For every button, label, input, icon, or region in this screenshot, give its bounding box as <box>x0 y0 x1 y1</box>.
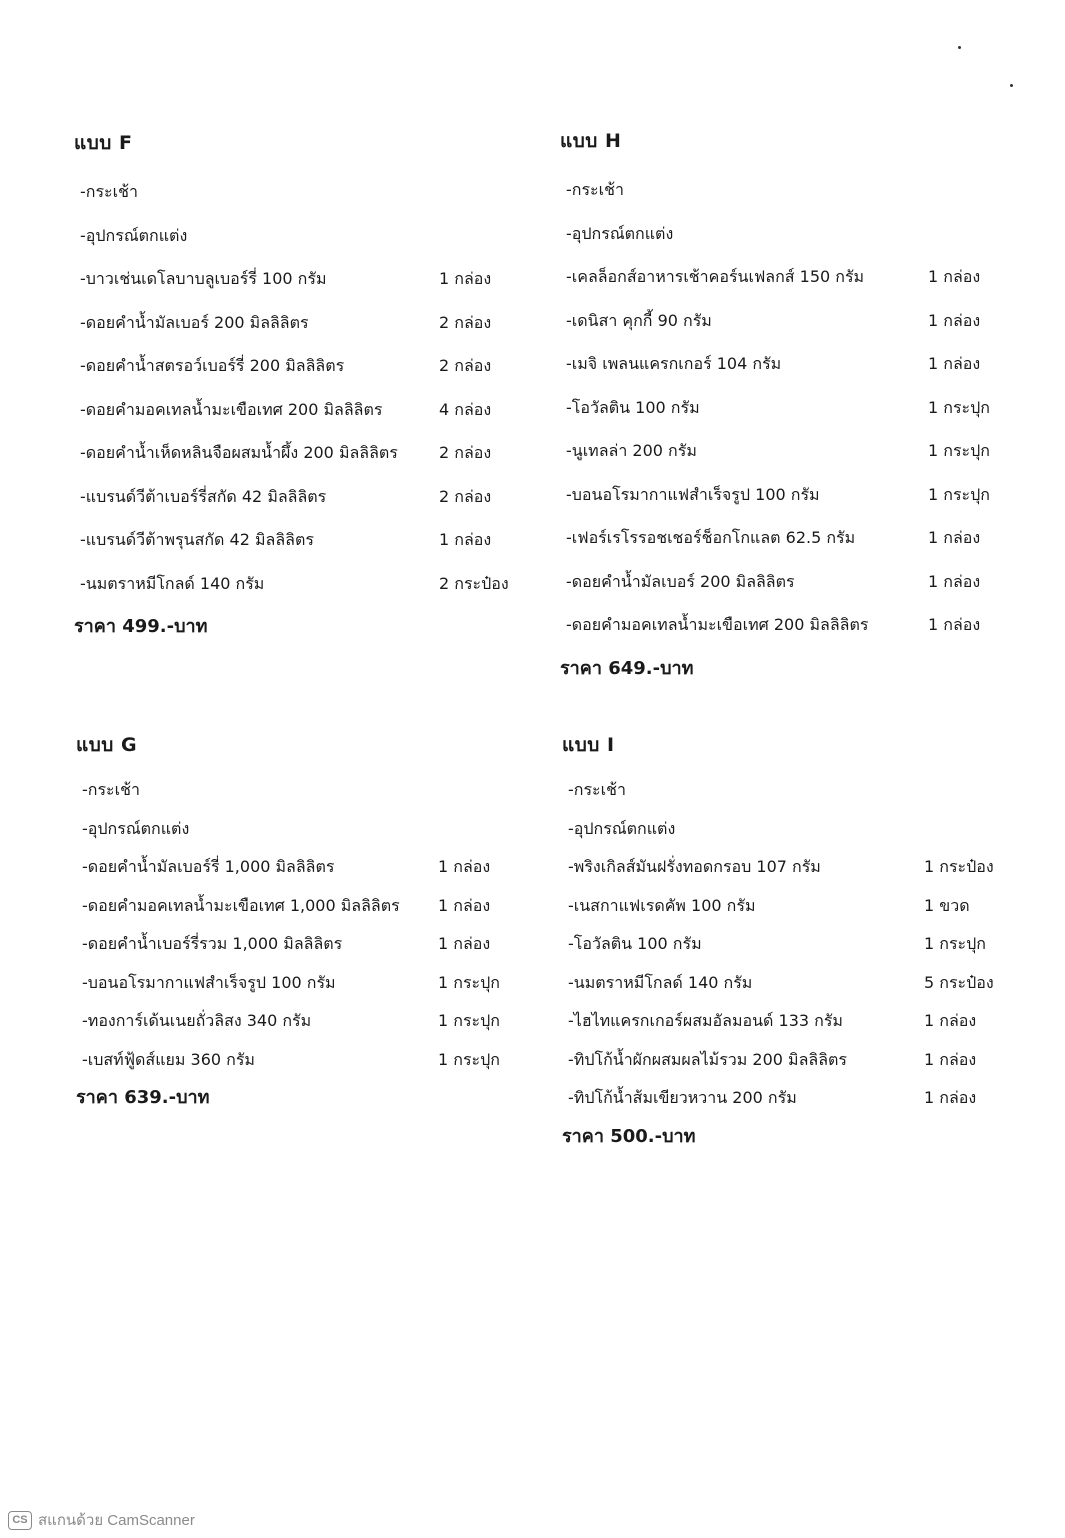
item-quantity: 2 กล่อง <box>439 486 492 506</box>
package-item <box>560 483 1020 527</box>
item-name: -ดอยคำน้ำสตรอว์เบอร์รี่ 200 มิลลิลิตร <box>80 356 345 375</box>
package-item <box>562 932 1022 971</box>
item-quantity: 1 กล่อง <box>928 615 981 634</box>
item-name: -อุปกรณ์ตกแต่ง <box>80 225 188 245</box>
watermark-text: สแกนด้วย CamScanner <box>38 1512 195 1529</box>
item-name: -แบรนด์วีต้าพรุนสกัด 42 มิลลิลิตร <box>80 530 314 549</box>
package-item <box>562 971 1022 1010</box>
package-item <box>560 178 1020 222</box>
item-quantity: 1 กระปุก <box>928 484 990 504</box>
item-name: -ดอยคำน้ำมัลเบอร์ 200 มิลลิลิตร <box>566 571 795 591</box>
item-name: -นูเทลล่า 200 กรัม <box>566 441 697 460</box>
package-item <box>560 352 1020 396</box>
item-name: -โอวัลติน 100 กรัม <box>568 934 702 953</box>
camscanner-logo-icon: CS <box>8 1511 32 1530</box>
item-quantity: 2 กล่อง <box>439 312 492 332</box>
package-item <box>560 439 1020 483</box>
item-name: -กระเช้า <box>568 780 626 799</box>
scanner-watermark <box>8 1508 195 1532</box>
item-quantity: 1 กล่อง <box>928 528 981 547</box>
item-name: -ไฮไทแครกเกอร์ผสมอัลมอนด์ 133 กรัม <box>568 1011 843 1030</box>
item-name: -โอวัลติน 100 กรัม <box>566 397 700 417</box>
package-item <box>562 1009 1022 1048</box>
package-item <box>562 894 1022 933</box>
package-item <box>74 354 524 398</box>
item-quantity: 1 กล่อง <box>924 1011 977 1030</box>
item-name: -ทิปโก้น้ำผักผสมผลไม้รวม 200 มิลลิลิตร <box>568 1049 847 1069</box>
package-item <box>76 932 526 971</box>
package-item <box>76 817 526 856</box>
package-item <box>560 222 1020 266</box>
item-name: -เดนิสา คุกกี้ 90 กรัม <box>566 310 712 330</box>
item-quantity: 1 กล่อง <box>438 895 491 915</box>
item-quantity: 1 กระปุก <box>438 1049 500 1069</box>
item-quantity: 1 กล่อง <box>924 1088 977 1107</box>
item-name: -ดอยคำมอคเทลน้ำมะเขือเทศ 200 มิลลิลิตร <box>80 399 383 419</box>
item-name: -ดอยคำน้ำมัลเบอร์รี่ 1,000 มิลลิลิตร <box>82 857 335 876</box>
package-item <box>76 1009 526 1048</box>
package-item <box>76 1048 526 1087</box>
package-title: แบบ H <box>560 130 622 152</box>
item-quantity: 1 กล่อง <box>439 269 492 288</box>
item-quantity: 2 กล่อง <box>439 443 492 462</box>
package-item <box>74 572 524 616</box>
item-name: -บอนอโรมากาแฟสำเร็จรูป 100 กรัม <box>82 972 336 992</box>
package-item <box>74 398 524 442</box>
package-item <box>560 309 1020 353</box>
scan-speck <box>958 46 961 49</box>
package-item <box>74 528 524 572</box>
package-item <box>74 224 524 268</box>
package-item <box>562 778 1022 817</box>
package-item <box>74 485 524 529</box>
item-name: -อุปกรณ์ตกแต่ง <box>568 818 676 838</box>
package-item <box>560 613 1020 657</box>
item-name: -บอนอโรมากาแฟสำเร็จรูป 100 กรัม <box>566 484 820 504</box>
item-quantity: 1 กล่อง <box>928 310 981 330</box>
item-name: -ทองการ์เด้นเนยถั่วลิสง 340 กรัม <box>82 1011 312 1030</box>
package-price: ราคา 500.-บาท <box>562 1125 696 1147</box>
item-name: -ดอยคำน้ำมัลเบอร์ 200 มิลลิลิตร <box>80 312 309 332</box>
item-quantity: 1 กล่อง <box>928 571 981 591</box>
item-name: -เนสกาแฟเรดคัพ 100 กรัม <box>568 895 756 915</box>
item-quantity: 4 กล่อง <box>439 399 492 419</box>
item-quantity: 1 กระป๋อง <box>924 857 994 876</box>
item-name: -นมตราหมีโกลด์ 140 กรัม <box>568 972 753 992</box>
package-item <box>562 817 1022 856</box>
item-name: -ทิปโก้น้ำส้มเขียวหวาน 200 กรัม <box>568 1088 797 1107</box>
package-item <box>562 1048 1022 1087</box>
item-name: -เคลล็อกส์อาหารเช้าคอร์นเฟลกส์ 150 กรัม <box>566 267 865 286</box>
item-quantity: 1 กล่อง <box>924 1049 977 1069</box>
package-item <box>74 180 524 224</box>
package-title: แบบ I <box>562 734 615 756</box>
item-name: -อุปกรณ์ตกแต่ง <box>82 818 190 838</box>
package-item <box>560 570 1020 614</box>
package-title: แบบ F <box>74 132 133 154</box>
item-name: -พริงเกิลส์มันฝรั่งทอดกรอบ 107 กรัม <box>568 857 821 876</box>
item-name: -แบรนด์วีต้าเบอร์รี่สกัด 42 มิลลิลิตร <box>80 486 327 506</box>
package-item <box>74 311 524 355</box>
item-quantity: 1 กล่อง <box>928 267 981 286</box>
item-name: -นมตราหมีโกลด์ 140 กรัม <box>80 573 265 593</box>
item-name: -ดอยคำมอคเทลน้ำมะเขือเทศ 200 มิลลิลิตร <box>566 615 869 634</box>
package-price: ราคา 639.-บาท <box>76 1087 210 1108</box>
package-item <box>560 526 1020 570</box>
item-name: -กระเช้า <box>80 182 138 201</box>
package-price: ราคา 649.-บาท <box>560 657 694 679</box>
item-quantity: 1 กระปุก <box>928 397 990 417</box>
package-i <box>562 730 1022 1150</box>
item-name: -เบสท์ฟู้ดส์แยม 360 กรัม <box>82 1049 255 1069</box>
item-quantity: 2 กระป๋อง <box>439 573 509 593</box>
package-h <box>560 126 1020 682</box>
item-name: -ดอยคำมอคเทลน้ำมะเขือเทศ 1,000 มิลลิลิตร <box>82 895 400 915</box>
package-item <box>76 894 526 933</box>
item-quantity: 1 กระปุก <box>438 972 500 992</box>
item-quantity: 1 กระปุก <box>924 934 986 953</box>
item-name: -บาวเช่นเดโลบาบลูเบอร์รี่ 100 กรัม <box>80 269 327 288</box>
item-quantity: 2 กล่อง <box>439 356 492 375</box>
package-item <box>76 855 526 894</box>
package-g <box>76 730 526 1111</box>
scan-speck <box>1010 84 1013 87</box>
item-name: -ดอยคำน้ำเห็ดหลินจือผสมน้ำผึ้ง 200 มิลลิลิตร <box>80 443 398 462</box>
package-item <box>74 441 524 485</box>
item-name: -ดอยคำน้ำเบอร์รี่รวม 1,000 มิลลิลิตร <box>82 934 343 953</box>
package-item <box>76 971 526 1010</box>
item-name: -เฟอร์เรโรรอชเชอร์ช็อกโกแลต 62.5 กรัม <box>566 528 856 547</box>
package-item <box>560 396 1020 440</box>
package-title: แบบ G <box>76 734 138 756</box>
item-quantity: 1 กล่อง <box>438 857 491 876</box>
package-item <box>562 855 1022 894</box>
package-item <box>560 265 1020 309</box>
item-name: -กระเช้า <box>566 180 624 199</box>
package-price: ราคา 499.-บาท <box>74 616 208 637</box>
item-quantity: 1 กล่อง <box>928 354 981 373</box>
item-name: -เมจิ เพลนแครกเกอร์ 104 กรัม <box>566 354 782 373</box>
item-quantity: 1 กล่อง <box>439 530 492 549</box>
package-f <box>74 128 524 640</box>
item-name: -กระเช้า <box>82 780 140 799</box>
item-quantity: 1 ขวด <box>924 895 970 915</box>
item-quantity: 1 กระปุก <box>438 1011 500 1030</box>
item-quantity: 5 กระป๋อง <box>924 972 994 992</box>
item-quantity: 1 กล่อง <box>438 934 491 953</box>
item-quantity: 1 กระปุก <box>928 441 990 460</box>
item-name: -อุปกรณ์ตกแต่ง <box>566 223 674 243</box>
package-item <box>562 1086 1022 1125</box>
package-item <box>74 267 524 311</box>
package-item <box>76 778 526 817</box>
